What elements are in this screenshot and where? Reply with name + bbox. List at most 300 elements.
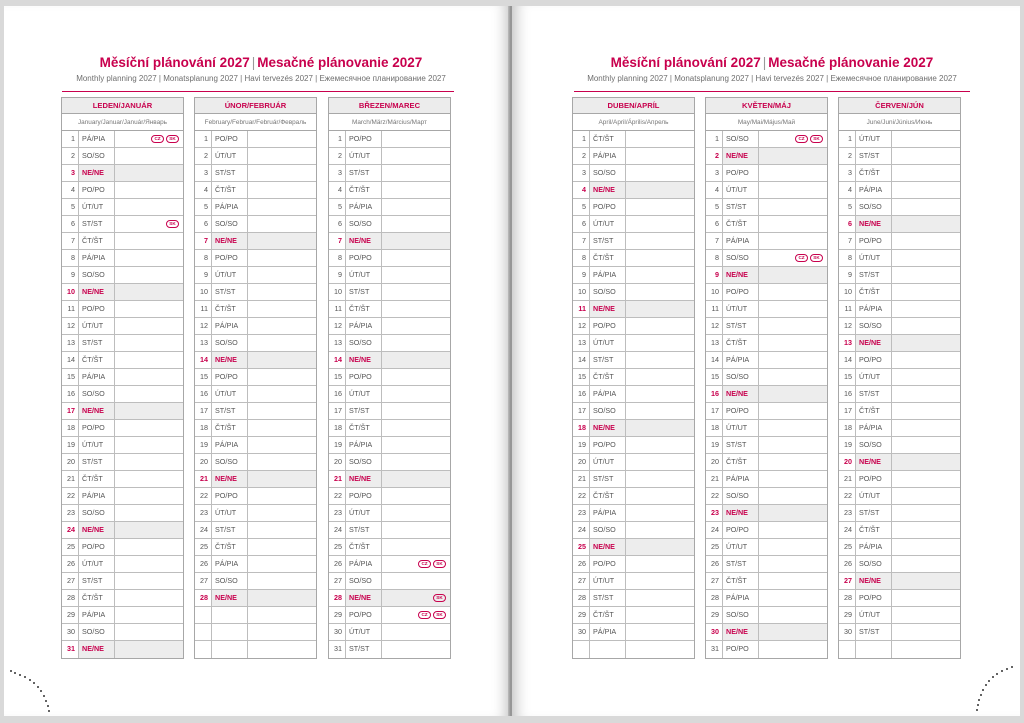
day-row [706,420,827,437]
note-cell[interactable] [892,165,960,181]
note-cell[interactable] [892,284,960,300]
note-cell[interactable] [382,522,450,538]
day-number: 1 [573,131,590,147]
day-number: 27 [62,573,79,589]
note-cell[interactable] [248,369,316,385]
weekday-name: ČT/ŠT [856,284,892,300]
day-row [62,522,183,539]
note-cell[interactable] [115,199,183,215]
day-number: 25 [573,539,590,555]
note-cell[interactable] [248,590,316,606]
note-cell[interactable] [759,182,827,198]
note-cell[interactable] [115,454,183,470]
day-number: 20 [62,454,79,470]
day-row [706,522,827,539]
note-cell[interactable] [115,267,183,283]
note-cell[interactable] [892,454,960,470]
day-number: 10 [329,284,346,300]
note-cell[interactable] [382,437,450,453]
day-number: 10 [706,284,723,300]
month-table [838,97,961,659]
day-row [329,607,450,624]
note-cell[interactable] [382,250,450,266]
note-cell[interactable] [115,131,183,147]
note-cell[interactable] [759,590,827,606]
note-cell[interactable] [892,131,960,147]
day-number: 28 [195,590,212,606]
note-cell[interactable] [115,573,183,589]
note-cell[interactable] [115,182,183,198]
day-row [62,216,183,233]
note-cell[interactable] [248,454,316,470]
note-cell[interactable] [892,403,960,419]
day-number: 7 [195,233,212,249]
note-cell[interactable] [382,403,450,419]
weekday-name: ST/ST [723,199,759,215]
note-cell[interactable] [626,182,694,198]
note-cell[interactable] [382,301,450,317]
holiday-badge-cz: CZ [151,135,164,143]
note-cell[interactable] [248,148,316,164]
note-cell[interactable] [248,607,316,623]
day-row [573,539,694,556]
day-number: 26 [329,556,346,572]
note-cell[interactable] [248,267,316,283]
note-cell[interactable] [115,165,183,181]
note-cell[interactable] [248,301,316,317]
note-cell[interactable] [626,369,694,385]
day-row [573,148,694,165]
day-number [195,641,212,658]
weekday-name: PO/PO [590,318,626,334]
note-cell[interactable] [382,165,450,181]
note-cell[interactable] [115,233,183,249]
note-cell[interactable] [382,488,450,504]
note-cell[interactable] [115,437,183,453]
day-row [62,454,183,471]
note-cell[interactable] [892,301,960,317]
note-cell[interactable] [892,539,960,555]
note-cell[interactable] [115,148,183,164]
note-cell[interactable] [892,641,960,658]
note-cell[interactable] [759,301,827,317]
note-cell[interactable] [626,386,694,402]
note-cell[interactable] [892,182,960,198]
weekday-name: ČT/ŠT [723,335,759,351]
day-row [839,182,960,199]
weekday-name: ÚT/UT [212,148,248,164]
note-cell[interactable] [759,216,827,232]
note-cell[interactable] [248,624,316,640]
day-row [839,335,960,352]
note-cell[interactable] [759,420,827,436]
note-cell[interactable] [892,420,960,436]
day-number: 24 [62,522,79,538]
note-cell[interactable] [626,624,694,640]
day-row [706,284,827,301]
note-cell[interactable] [759,522,827,538]
day-number: 26 [62,556,79,572]
note-cell[interactable] [759,471,827,487]
holiday-badge-sk: SK [166,220,179,228]
day-row [706,454,827,471]
day-number: 16 [839,386,856,402]
note-cell[interactable] [892,267,960,283]
right-page [512,6,1020,716]
note-cell[interactable] [626,165,694,181]
note-cell[interactable] [248,539,316,555]
day-row [195,301,316,318]
note-cell[interactable] [759,199,827,215]
note-cell[interactable] [892,199,960,215]
note-cell[interactable] [382,454,450,470]
note-cell[interactable] [115,420,183,436]
note-cell[interactable] [382,641,450,658]
day-number: 14 [839,352,856,368]
note-cell[interactable] [248,437,316,453]
note-cell[interactable] [115,250,183,266]
note-cell[interactable] [248,284,316,300]
note-cell[interactable] [115,539,183,555]
note-cell[interactable] [892,318,960,334]
note-cell[interactable] [759,556,827,572]
weekday-name: ÚT/UT [346,267,382,283]
weekday-name: ČT/ŠT [856,165,892,181]
day-number: 30 [62,624,79,640]
note-cell[interactable] [115,335,183,351]
note-cell[interactable] [382,556,450,572]
note-cell[interactable] [892,233,960,249]
weekday-name: ST/ST [590,471,626,487]
note-cell[interactable] [626,318,694,334]
note-cell[interactable] [626,352,694,368]
day-number: 1 [706,131,723,147]
note-cell[interactable] [248,573,316,589]
note-cell[interactable] [759,352,827,368]
note-cell[interactable] [759,267,827,283]
note-cell[interactable] [892,437,960,453]
note-cell[interactable] [248,471,316,487]
note-cell[interactable] [626,522,694,538]
weekday-name: ST/ST [79,335,115,351]
note-cell[interactable] [892,148,960,164]
left-page-header [64,54,458,85]
note-cell[interactable] [115,352,183,368]
note-cell[interactable] [115,556,183,572]
day-row [706,148,827,165]
day-number: 28 [329,590,346,606]
note-cell[interactable] [892,250,960,266]
day-number: 14 [706,352,723,368]
day-row [62,301,183,318]
note-cell[interactable] [892,471,960,487]
day-number: 15 [329,369,346,385]
note-cell[interactable] [382,573,450,589]
note-cell[interactable] [759,437,827,453]
note-cell[interactable] [892,522,960,538]
weekday-name: PÁ/PIA [856,420,892,436]
note-cell[interactable] [759,284,827,300]
note-cell[interactable] [759,607,827,623]
day-row [195,267,316,284]
note-cell[interactable] [626,607,694,623]
weekday-name: ÚT/UT [590,573,626,589]
note-cell[interactable] [382,352,450,368]
day-number: 5 [62,199,79,215]
note-cell[interactable] [115,386,183,402]
note-cell[interactable] [382,471,450,487]
note-cell[interactable] [759,539,827,555]
weekday-name: ST/ST [212,165,248,181]
day-number: 17 [195,403,212,419]
note-cell[interactable] [892,590,960,606]
holiday-badge-cz: CZ [795,254,808,262]
note-cell[interactable] [115,471,183,487]
day-row [839,250,960,267]
day-number: 6 [195,216,212,232]
month-name: BŘEZEN/MAREC [329,98,450,114]
note-cell[interactable] [115,216,183,232]
note-cell[interactable] [892,573,960,589]
note-cell[interactable] [759,165,827,181]
weekday-name: SO/SO [723,488,759,504]
day-number: 17 [62,403,79,419]
note-cell[interactable] [115,624,183,640]
note-cell[interactable] [382,590,450,606]
note-cell[interactable] [382,199,450,215]
note-cell[interactable] [115,318,183,334]
weekday-name: ST/ST [590,352,626,368]
note-cell[interactable] [626,267,694,283]
note-cell[interactable] [892,335,960,351]
note-cell[interactable] [382,284,450,300]
note-cell[interactable] [626,335,694,351]
day-number: 2 [329,148,346,164]
day-row [329,386,450,403]
note-cell[interactable] [115,488,183,504]
note-cell[interactable] [382,420,450,436]
note-cell[interactable] [382,216,450,232]
note-cell[interactable] [248,250,316,266]
day-row [62,148,183,165]
day-number [195,607,212,623]
note-cell[interactable] [626,420,694,436]
note-cell[interactable] [626,250,694,266]
day-number: 3 [329,165,346,181]
note-cell[interactable] [248,233,316,249]
day-row [195,335,316,352]
note-cell[interactable] [382,267,450,283]
note-cell[interactable] [759,573,827,589]
weekday-name: ČT/ŠT [856,403,892,419]
note-cell[interactable] [626,590,694,606]
note-cell[interactable] [382,386,450,402]
weekday-name: ST/ST [79,216,115,232]
note-cell[interactable] [115,301,183,317]
note-cell[interactable] [626,556,694,572]
note-cell[interactable] [759,233,827,249]
note-cell[interactable] [248,165,316,181]
day-number: 17 [839,403,856,419]
day-row [706,573,827,590]
day-row [195,522,316,539]
day-number: 19 [573,437,590,453]
note-cell[interactable] [759,148,827,164]
note-cell[interactable] [115,284,183,300]
note-cell[interactable] [382,505,450,521]
weekday-name: PO/PO [346,131,382,147]
note-cell[interactable] [115,505,183,521]
note-cell[interactable] [115,369,183,385]
weekday-name: ČT/ŠT [212,420,248,436]
day-number: 12 [839,318,856,334]
day-number: 29 [62,607,79,623]
day-number: 12 [195,318,212,334]
weekday-name: ST/ST [79,573,115,589]
note-cell[interactable] [626,233,694,249]
note-cell[interactable] [382,607,450,623]
note-cell[interactable] [759,335,827,351]
note-cell[interactable] [759,131,827,147]
note-cell[interactable] [626,454,694,470]
note-cell[interactable] [626,505,694,521]
day-number: 4 [573,182,590,198]
note-cell[interactable] [115,522,183,538]
note-cell[interactable] [248,335,316,351]
note-cell[interactable] [626,403,694,419]
note-cell[interactable] [626,573,694,589]
note-cell[interactable] [248,352,316,368]
note-cell[interactable] [759,250,827,266]
note-cell[interactable] [759,624,827,640]
day-number: 7 [839,233,856,249]
note-cell[interactable] [892,624,960,640]
weekday-name: SO/SO [212,216,248,232]
note-cell[interactable] [248,420,316,436]
note-cell[interactable] [626,471,694,487]
day-row [839,624,960,641]
weekday-name: ČT/ŠT [346,182,382,198]
day-number: 15 [706,369,723,385]
note-cell[interactable] [759,505,827,521]
day-row [329,335,450,352]
note-cell[interactable] [759,454,827,470]
day-row [706,369,827,386]
note-cell[interactable] [248,182,316,198]
note-cell[interactable] [892,386,960,402]
note-cell[interactable] [626,148,694,164]
note-cell[interactable] [626,284,694,300]
weekday-name: NE/NE [723,386,759,402]
perforation-dot [982,689,984,691]
note-cell[interactable] [759,403,827,419]
weekday-name: NE/NE [856,216,892,232]
note-cell[interactable] [115,590,183,606]
note-cell[interactable] [248,488,316,504]
note-cell[interactable] [759,369,827,385]
perforation-dot [992,676,994,678]
note-cell[interactable] [382,335,450,351]
day-row [706,539,827,556]
note-cell[interactable] [382,318,450,334]
note-cell[interactable] [248,403,316,419]
note-cell[interactable] [626,199,694,215]
day-row [706,250,827,267]
note-cell[interactable] [626,641,694,658]
note-cell[interactable] [892,369,960,385]
note-cell[interactable] [626,488,694,504]
note-cell[interactable] [382,182,450,198]
note-cell[interactable] [248,216,316,232]
weekday-name: NE/NE [590,539,626,555]
note-cell[interactable] [248,386,316,402]
weekday-name: ÚT/UT [723,182,759,198]
note-cell[interactable] [248,556,316,572]
day-number: 7 [706,233,723,249]
note-cell[interactable] [248,522,316,538]
note-cell[interactable] [759,488,827,504]
note-cell[interactable] [382,233,450,249]
holiday-badges [151,135,179,143]
note-cell[interactable] [248,641,316,658]
note-cell[interactable] [759,318,827,334]
note-cell[interactable] [115,641,183,658]
day-row [195,607,316,624]
weekday-name: NE/NE [346,233,382,249]
note-cell[interactable] [892,216,960,232]
note-cell[interactable] [382,369,450,385]
note-cell[interactable] [382,624,450,640]
note-cell[interactable] [248,131,316,147]
day-number: 11 [195,301,212,317]
note-cell[interactable] [248,318,316,334]
weekday-name: ST/ST [212,403,248,419]
day-number: 25 [62,539,79,555]
note-cell[interactable] [892,352,960,368]
note-cell[interactable] [248,505,316,521]
day-row [329,403,450,420]
weekday-name: ÚT/UT [212,386,248,402]
note-cell[interactable] [626,301,694,317]
note-cell[interactable] [115,403,183,419]
day-number: 10 [195,284,212,300]
note-cell[interactable] [382,539,450,555]
note-cell[interactable] [892,488,960,504]
note-cell[interactable] [115,607,183,623]
day-number: 20 [195,454,212,470]
weekday-name: ČT/ŠT [79,590,115,606]
note-cell[interactable] [626,216,694,232]
note-cell[interactable] [626,131,694,147]
note-cell[interactable] [382,131,450,147]
day-row [706,182,827,199]
day-row [195,165,316,182]
note-cell[interactable] [759,386,827,402]
note-cell[interactable] [248,199,316,215]
note-cell[interactable] [759,641,827,658]
note-cell[interactable] [892,607,960,623]
weekday-name [212,624,248,640]
note-cell[interactable] [892,505,960,521]
note-cell[interactable] [382,148,450,164]
note-cell[interactable] [626,539,694,555]
day-number: 13 [839,335,856,351]
note-cell[interactable] [626,437,694,453]
day-number: 2 [573,148,590,164]
day-number: 14 [62,352,79,368]
note-cell[interactable] [892,556,960,572]
day-number: 31 [329,641,346,658]
